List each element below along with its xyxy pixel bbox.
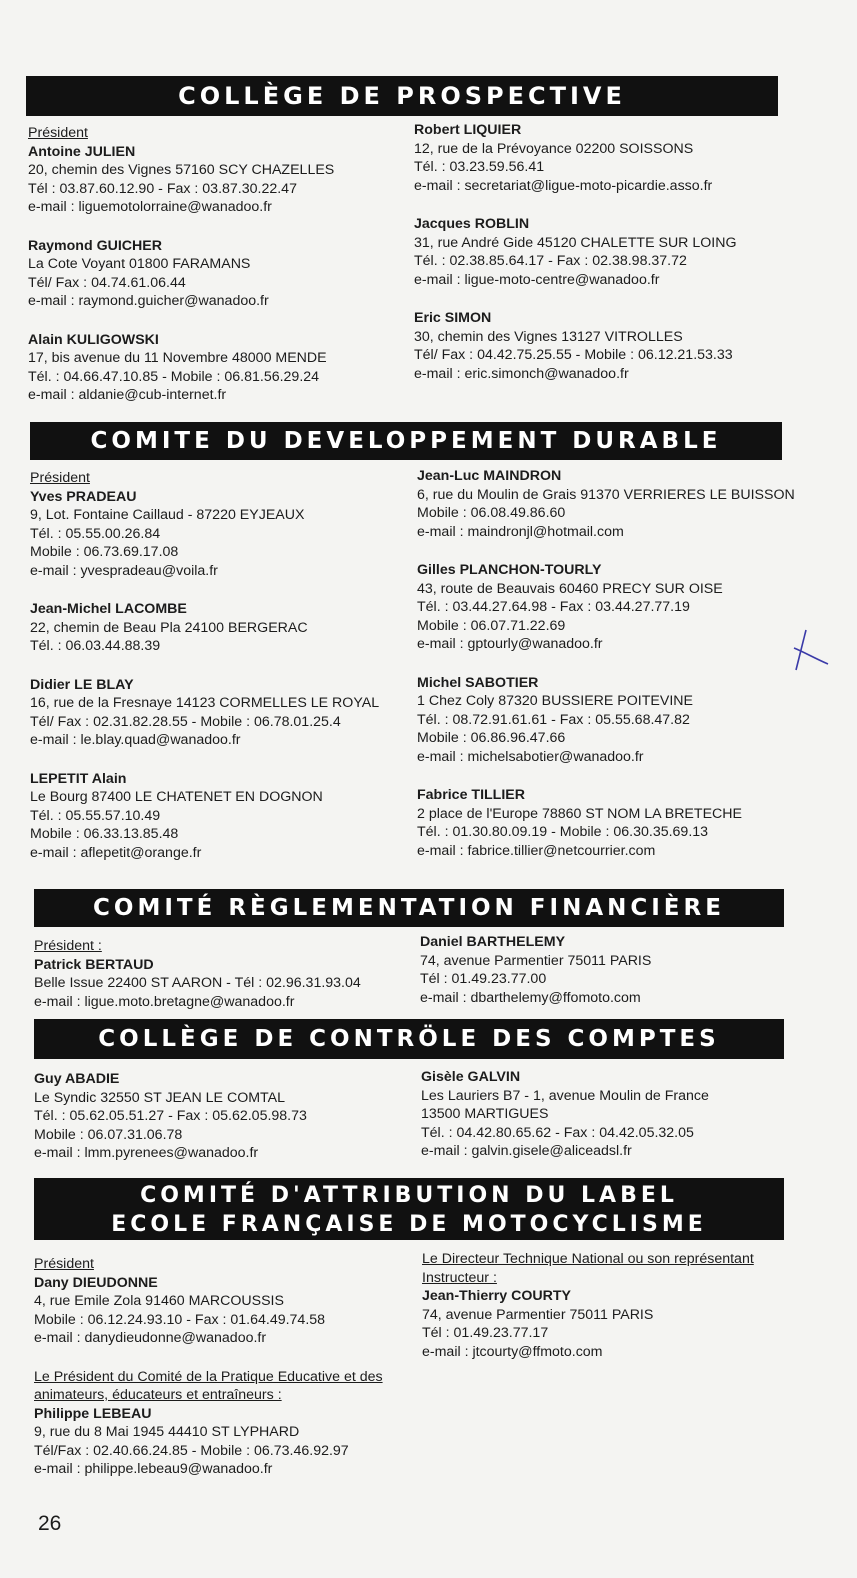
contact-name: Guy ABADIE	[34, 1071, 120, 1087]
handwritten-check-mark-icon	[792, 628, 832, 673]
address: 17, bis avenue du 11 Novembre 48000 MENDE	[28, 350, 327, 366]
contact-name: Jean-Michel LACOMBE	[30, 601, 187, 617]
phone: Tél/ Fax : 04.42.75.25.55 - Mobile : 06.12.21.53.33	[414, 347, 733, 363]
contact-card	[30, 600, 414, 656]
contact-name: Raymond GUICHER	[28, 237, 163, 254]
contact-name: Yves PRADEAU	[30, 488, 137, 505]
contact-card	[417, 561, 807, 654]
address: 1 Chez Coly 87320 BUSSIERE POITEVINE	[417, 693, 693, 709]
contact-card	[421, 1068, 801, 1161]
contact-card	[34, 1255, 414, 1348]
contact-name: Jean-Luc MAINDRON	[417, 468, 562, 484]
address: 20, chemin des Vignes 57160 SCY CHAZELLES	[28, 162, 335, 178]
contact-name: Antoine JULIEN	[28, 143, 136, 160]
phone: Tél. : 05.62.05.51.27 - Fax : 05.62.05.98.73	[34, 1108, 307, 1124]
prospective-left-column	[28, 124, 408, 405]
phone: Tél. : 06.03.44.88.39	[30, 638, 161, 654]
phone: Mobile : 06.12.24.93.10 - Fax : 01.64.49.74.58	[34, 1311, 326, 1328]
contact-name: Gilles PLANCHON-TOURLY	[417, 562, 602, 578]
mobile: Mobile : 06.08.49.86.60	[417, 505, 566, 521]
contact-card	[420, 933, 800, 1007]
address: Le Syndic 32550 ST JEAN LE COMTAL	[34, 1089, 286, 1106]
contact-card	[414, 309, 794, 383]
email: e-mail : lmm.pyrenees@wanadoo.fr	[34, 1145, 259, 1161]
address: 31, rue André Gide 45120 CHALETTE SUR LOING	[414, 234, 737, 251]
address: 74, avenue Parmentier 75011 PARIS	[420, 952, 652, 969]
email: e-mail : jtcourty@ffmoto.com	[422, 1343, 603, 1360]
section-title: COMITÉ RÈGLEMENTATION FINANCIÈRE	[93, 895, 725, 921]
section-title: COMITE DU DEVELOPPEMENT DURABLE	[90, 428, 722, 454]
email: e-mail : le.blay.quad@wanadoo.fr	[30, 732, 241, 748]
mobile: Mobile : 06.07.71.22.69	[417, 617, 566, 634]
role-label: Président	[30, 470, 90, 486]
reglementation-left-column	[34, 937, 414, 1011]
section-banner-durable	[30, 422, 782, 460]
contact-card	[30, 469, 414, 580]
phone: Tél. : 03.23.59.56.41	[414, 159, 545, 175]
address: Le Bourg 87400 LE CHATENET EN DOGNON	[30, 789, 323, 805]
phone: Tél : 01.49.23.77.17	[422, 1325, 549, 1341]
contact-card	[30, 770, 414, 863]
role-label: Président	[28, 125, 88, 141]
contact-name: Philippe LEBEAU	[34, 1405, 152, 1422]
contact-card	[34, 1368, 414, 1479]
email: e-mail : dbarthelemy@ffomoto.com	[420, 989, 641, 1006]
phone: Tél. : 01.30.80.09.19 - Mobile : 06.30.35.69.13	[417, 824, 709, 840]
durable-left-column	[30, 469, 414, 862]
contact-name: LEPETIT Alain	[30, 770, 127, 787]
email: e-mail : michelsabotier@wanadoo.fr	[417, 748, 644, 765]
contact-name: Patrick BERTAUD	[34, 956, 154, 973]
mobile: Mobile : 06.73.69.17.08	[30, 544, 179, 560]
phone: Tél/ Fax : 02.31.82.28.55 - Mobile : 06.78.01.25.4	[30, 713, 341, 730]
durable-right-column	[417, 467, 807, 860]
email: e-mail : liguemotolorraine@wanadoo.fr	[28, 199, 272, 215]
contact-name: Dany DIEUDONNE	[34, 1274, 158, 1291]
contact-name: Eric SIMON	[414, 310, 492, 326]
address: 4, rue Emile Zola 91460 MARCOUSSIS	[34, 1293, 284, 1309]
email: e-mail : danydieudonne@wanadoo.fr	[34, 1330, 267, 1346]
phone: Tél. : 05.55.57.10.49	[30, 807, 161, 824]
mobile: Mobile : 06.07.31.06.78	[34, 1126, 183, 1143]
contact-card	[417, 786, 807, 860]
contact-card	[28, 237, 408, 311]
phone: Tél. : 04.66.47.10.85 - Mobile : 06.81.56.29.24	[28, 368, 320, 385]
email: e-mail : fabrice.tillier@netcourrier.com	[417, 842, 656, 859]
phone: Tél. : 02.38.85.64.17 - Fax : 02.38.98.37.72	[414, 253, 687, 269]
contact-card	[414, 215, 794, 289]
contact-name: Robert LIQUIER	[414, 122, 522, 138]
address: 43, route de Beauvais 60460 PRECY SUR OISE	[417, 580, 723, 597]
email: e-mail : galvin.gisele@aliceadsl.fr	[421, 1143, 632, 1159]
address: 22, chemin de Beau Pla 24100 BERGERAC	[30, 619, 308, 636]
address: 74, avenue Parmentier 75011 PARIS	[422, 1306, 654, 1323]
label-right-column	[422, 1250, 802, 1361]
address-phone: Belle Issue 22400 ST AARON - Tél : 02.96.31.93.04	[34, 975, 361, 991]
email: e-mail : eric.simonch@wanadoo.fr	[414, 365, 629, 382]
email: e-mail : secretariat@ligue-moto-picardie.asso.fr	[414, 177, 713, 194]
prospective-right-column	[414, 121, 794, 383]
address: 16, rue de la Fresnaye 14123 CORMELLES LE ROYAL	[30, 695, 380, 711]
role-label-line-1: Le Président du Comité de la Pratique Educative et des	[34, 1368, 383, 1385]
contact-name: Daniel BARTHELEMY	[420, 934, 566, 950]
phone: Tél. : 05.55.00.26.84	[30, 525, 161, 542]
section-banner-reglementation	[34, 889, 784, 927]
contact-name: Jean-Thierry COURTY	[422, 1288, 572, 1304]
address: Les Lauriers B7 - 1, avenue Moulin de France	[421, 1087, 709, 1104]
role-label-line-2: Instructeur :	[422, 1269, 497, 1286]
role-label: Président	[34, 1256, 94, 1272]
address: 6, rue du Moulin de Grais 91370 VERRIERES LE BUISSON	[417, 486, 795, 503]
address: 9, rue du 8 Mai 1945 44410 ST LYPHARD	[34, 1424, 300, 1440]
controle-left-column	[34, 1070, 414, 1163]
section-title-line-2: ECOLE FRANÇAISE DE MOTOCYCLISME	[111, 1212, 707, 1237]
mobile: Mobile : 06.33.13.85.48	[30, 826, 179, 842]
email: e-mail : ligue.moto.bretagne@wanadoo.fr	[34, 993, 295, 1010]
address: 30, chemin des Vignes 13127 VITROLLES	[414, 328, 683, 345]
email: e-mail : philippe.lebeau9@wanadoo.fr	[34, 1461, 273, 1477]
contact-card	[417, 674, 807, 767]
contact-card	[28, 331, 408, 405]
contact-name: Gisèle GALVIN	[421, 1069, 521, 1085]
page-number: 26	[38, 1512, 62, 1535]
section-title: COLLÈGE DE CONTRÖLE DES COMPTES	[98, 1026, 720, 1052]
contact-card	[414, 121, 794, 195]
email: e-mail : gptourly@wanadoo.fr	[417, 636, 603, 652]
reglementation-right-column	[420, 933, 800, 1007]
contact-name: Michel SABOTIER	[417, 674, 539, 691]
section-banner-label	[34, 1178, 784, 1240]
contact-card	[30, 676, 414, 750]
email: e-mail : raymond.guicher@wanadoo.fr	[28, 293, 269, 309]
address: 12, rue de la Prévoyance 02200 SOISSONS	[414, 140, 694, 157]
contact-name: Fabrice TILLIER	[417, 787, 525, 803]
contact-card	[417, 467, 807, 541]
section-banner-prospective	[26, 76, 778, 116]
contact-card	[34, 1070, 414, 1163]
phone: Tél : 01.49.23.77.00	[420, 971, 547, 987]
phone: Tél/Fax : 02.40.66.24.85 - Mobile : 06.73.46.92.97	[34, 1442, 349, 1459]
contact-name: Didier LE BLAY	[30, 676, 134, 693]
section-banner-controle	[34, 1019, 784, 1059]
mobile: Mobile : 06.86.96.47.66	[417, 730, 566, 746]
address: La Cote Voyant 01800 FARAMANS	[28, 256, 251, 272]
section-title-line-1: COMITÉ D'ATTRIBUTION DU LABEL	[140, 1183, 678, 1208]
section-title: COLLÈGE DE PROSPECTIVE	[178, 82, 626, 110]
city: 13500 MARTIGUES	[421, 1106, 549, 1122]
label-left-column	[34, 1255, 414, 1479]
contact-card	[34, 937, 414, 1011]
role-label: Président :	[34, 938, 102, 954]
contact-name: Alain KULIGOWSKI	[28, 331, 159, 348]
phone: Tél. : 08.72.91.61.61 - Fax : 05.55.68.47.82	[417, 711, 690, 728]
phone: Tél. : 04.42.80.65.62 - Fax : 04.42.05.32.05	[421, 1124, 694, 1141]
contact-card	[422, 1250, 802, 1361]
address: 2 place de l'Europe 78860 ST NOM LA BRETECHE	[417, 805, 742, 822]
contact-name: Jacques ROBLIN	[414, 216, 530, 232]
email: e-mail : aldanie@cub-internet.fr	[28, 387, 227, 403]
contact-card	[28, 124, 408, 217]
email: e-mail : yvespradeau@voila.fr	[30, 562, 218, 579]
email: e-mail : maindronjl@hotmail.com	[417, 523, 624, 540]
phone: Tél. : 03.44.27.64.98 - Fax : 03.44.27.77.19	[417, 599, 690, 615]
email: e-mail : aflepetit@orange.fr	[30, 844, 202, 861]
phone: Tél/ Fax : 04.74.61.06.44	[28, 274, 186, 291]
email: e-mail : ligue-moto-centre@wanadoo.fr	[414, 271, 660, 288]
role-label-line-1: Le Directeur Technique National ou son représentant	[422, 1251, 754, 1267]
phone: Tél : 03.87.60.12.90 - Fax : 03.87.30.22.47	[28, 180, 297, 197]
role-label-line-2: animateurs, éducateurs et entraîneurs :	[34, 1387, 282, 1403]
controle-right-column	[421, 1068, 801, 1161]
address: 9, Lot. Fontaine Caillaud - 87220 EYJEAUX	[30, 507, 305, 523]
